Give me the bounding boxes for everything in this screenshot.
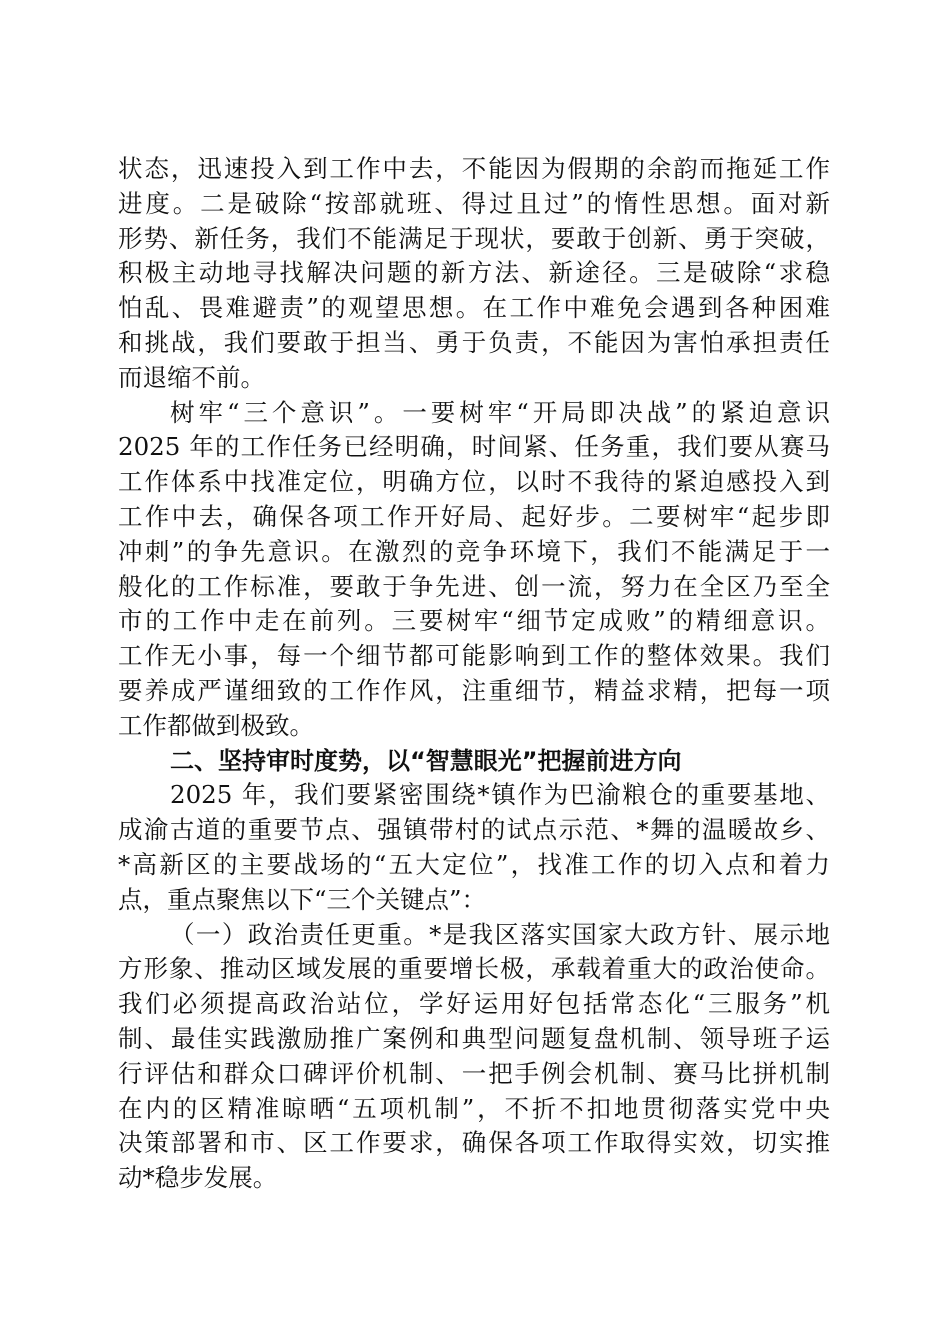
text-line: 状态，迅速投入到工作中去，不能因为假期的余韵而拖延工作 bbox=[118, 154, 830, 183]
text-line: 市的工作中走在前列。三要树牢“细节定成败”的精细意识。 bbox=[118, 606, 830, 636]
section-heading: 二、坚持审时度势，以“智慧眼光”把握前进方向 bbox=[170, 746, 682, 775]
document-body bbox=[118, 152, 830, 1196]
text-line: 树牢“三个意识”。一要树牢“开局即决战”的紧迫意识 bbox=[170, 397, 830, 427]
paragraph bbox=[118, 778, 830, 917]
text-line: 我们必须提高政治站位，学好运用好包括常态化“三服务”机 bbox=[118, 989, 830, 1019]
text-line: 形势、新任务，我们不能满足于现状，要敢于创新、勇于突破， bbox=[118, 223, 830, 253]
text-line: 成渝古道的重要节点、强镇带村的试点示范、*舞的温暖故乡、 bbox=[118, 815, 830, 845]
text-line: 2025 年，我们要紧密围绕*镇作为巴渝粮仓的重要基地、 bbox=[170, 780, 830, 810]
text-line: 2025 年的工作任务已经明确，时间紧、任务重，我们要从赛马 bbox=[118, 432, 830, 462]
text-line: 行评估和群众口碑评价机制、一把手例会机制、赛马比拼机制 bbox=[118, 1058, 830, 1088]
text-line: 积极主动地寻找解决问题的新方法、新途径。三是破除“求稳 bbox=[118, 258, 830, 288]
paragraph bbox=[118, 152, 830, 396]
text-line: 在内的区精准晾晒“五项机制”，不折不扣地贯彻落实党中央 bbox=[118, 1093, 830, 1123]
text-line: （一）政治责任更重。*是我区落实国家大政方针、展示地 bbox=[170, 919, 830, 949]
text-line: 工作无小事，每一个细节都可能影响到工作的整体效果。我们 bbox=[118, 641, 830, 671]
text-line: *高新区的主要战场的“五大定位”，找准工作的切入点和着力 bbox=[118, 849, 830, 879]
text-line: 工作都做到极致。 bbox=[118, 710, 314, 740]
text-line: 怕乱、畏难避责”的观望思想。在工作中难免会遇到各种困难 bbox=[118, 293, 830, 323]
text-line: 动*稳步发展。 bbox=[118, 1163, 278, 1193]
text-line: 进度。二是破除“按部就班、得过且过”的惰性思想。面对新 bbox=[118, 188, 830, 218]
text-line: 而退缩不前。 bbox=[118, 362, 265, 392]
text-line: 方形象、推动区域发展的重要增长极，承载着重大的政治使命。 bbox=[118, 954, 830, 984]
text-line: 制、最佳实践激励推广案例和典型问题复盘机制、领导班子运 bbox=[118, 1023, 830, 1053]
text-line: 冲刺”的争先意识。在激烈的竞争环境下，我们不能满足于一 bbox=[118, 536, 830, 566]
text-line: 点，重点聚焦以下“三个关键点”： bbox=[118, 884, 487, 914]
paragraph bbox=[118, 396, 830, 744]
text-line: 要养成严谨细致的工作作风，注重细节，精益求精，把每一项 bbox=[118, 675, 830, 705]
text-line: 和挑战，我们要敢于担当、勇于负责，不能因为害怕承担责任 bbox=[118, 327, 830, 357]
text-line: 般化的工作标准，要敢于争先进、创一流，努力在全区乃至全 bbox=[118, 571, 830, 601]
text-line: 工作体系中找准定位，明确方位，以时不我待的紧迫感投入到 bbox=[118, 467, 830, 497]
text-line: 决策部署和市、区工作要求，确保各项工作取得实效，切实推 bbox=[118, 1128, 830, 1158]
text-line: 工作中去，确保各项工作开好局、起好步。二要树牢“起步即 bbox=[118, 501, 830, 531]
paragraph bbox=[118, 918, 830, 1196]
